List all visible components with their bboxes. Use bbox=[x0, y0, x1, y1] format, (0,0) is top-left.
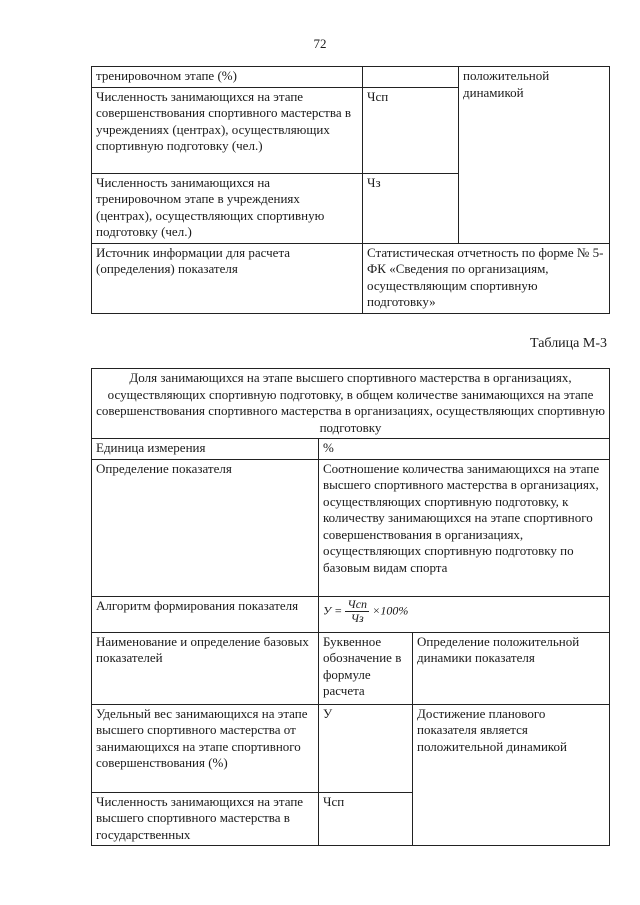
table-cell: Источник информации для расчета (определения) показателя bbox=[92, 243, 363, 313]
table-cell: Соотношение количества занимающихся на этапе высшего спортивного мастерства в организациях, осуществляющих спортивную подготовку, к количеству занимающихся на этапе спортивного совершенствования в организациях, осуществляющих спортивную подготовку по базовым видам спорта bbox=[319, 459, 610, 596]
table-header-cell: Наименование и определение базовых показателей bbox=[92, 632, 319, 704]
table-cell bbox=[363, 67, 459, 88]
table-m3 bbox=[91, 368, 610, 846]
formula-lhs: У = bbox=[323, 602, 343, 617]
table-header-cell: Буквенное обозначение в формуле расчета bbox=[319, 632, 413, 704]
table-cell: тренировочном этапе (%) bbox=[92, 67, 363, 88]
table-cell: Удельный вес занимающихся на этапе высшего спортивного мастерства от занимающихся на этапе спортивного совершенствования (%) bbox=[92, 704, 319, 792]
table-header-cell: Определение положительной динамики показателя bbox=[413, 632, 610, 704]
page-number: 72 bbox=[313, 36, 327, 51]
table-cell: Определение показателя bbox=[92, 459, 319, 596]
formula-rhs: ×100% bbox=[372, 602, 409, 617]
table-cell: У bbox=[319, 704, 413, 792]
table-cell-dynamics: положительной динамикой bbox=[459, 67, 610, 244]
table-title: Доля занимающихся на этапе высшего спортивного мастерства в организациях, осуществляющих спортивную подготовку, в общем количестве занимающихся на этапе совершенствования спортивного мастерства в организациях, осуществляющих спортивную подготовку bbox=[92, 369, 610, 439]
formula-cell bbox=[319, 596, 610, 632]
table-cell: Достижение планового показателя является положительной динамикой bbox=[413, 704, 610, 846]
table-cell: Чз bbox=[363, 173, 459, 243]
table-caption: Таблица М-3 bbox=[530, 336, 607, 351]
table-cell: Численность занимающихся на тренировочном этапе в учреждениях (центрах), осуществляющих спортивную подготовку (чел.) bbox=[92, 173, 363, 243]
table-cell: % bbox=[319, 439, 610, 460]
table-cell: Статистическая отчетность по форме № 5-ФК «Сведения по организациям, осуществляющим спортивную подготовку» bbox=[363, 243, 610, 313]
table-cell: Численность занимающихся на этапе совершенствования спортивного мастерства в учреждениях (центрах), осуществляющих спортивную подготовку (чел.) bbox=[92, 87, 363, 173]
table-cell: Чсп bbox=[319, 792, 413, 846]
table-continuation bbox=[91, 66, 610, 314]
table-cell: Чсп bbox=[363, 87, 459, 173]
formula-numerator: Чсп bbox=[347, 596, 368, 611]
formula-fraction bbox=[345, 598, 369, 625]
table-cell: Алгоритм формирования показателя bbox=[92, 596, 319, 632]
formula-denominator: Чз bbox=[350, 610, 364, 625]
table-cell: Численность занимающихся на этапе высшего спортивного мастерства в государственных bbox=[92, 792, 319, 846]
table-cell: Единица измерения bbox=[92, 439, 319, 460]
